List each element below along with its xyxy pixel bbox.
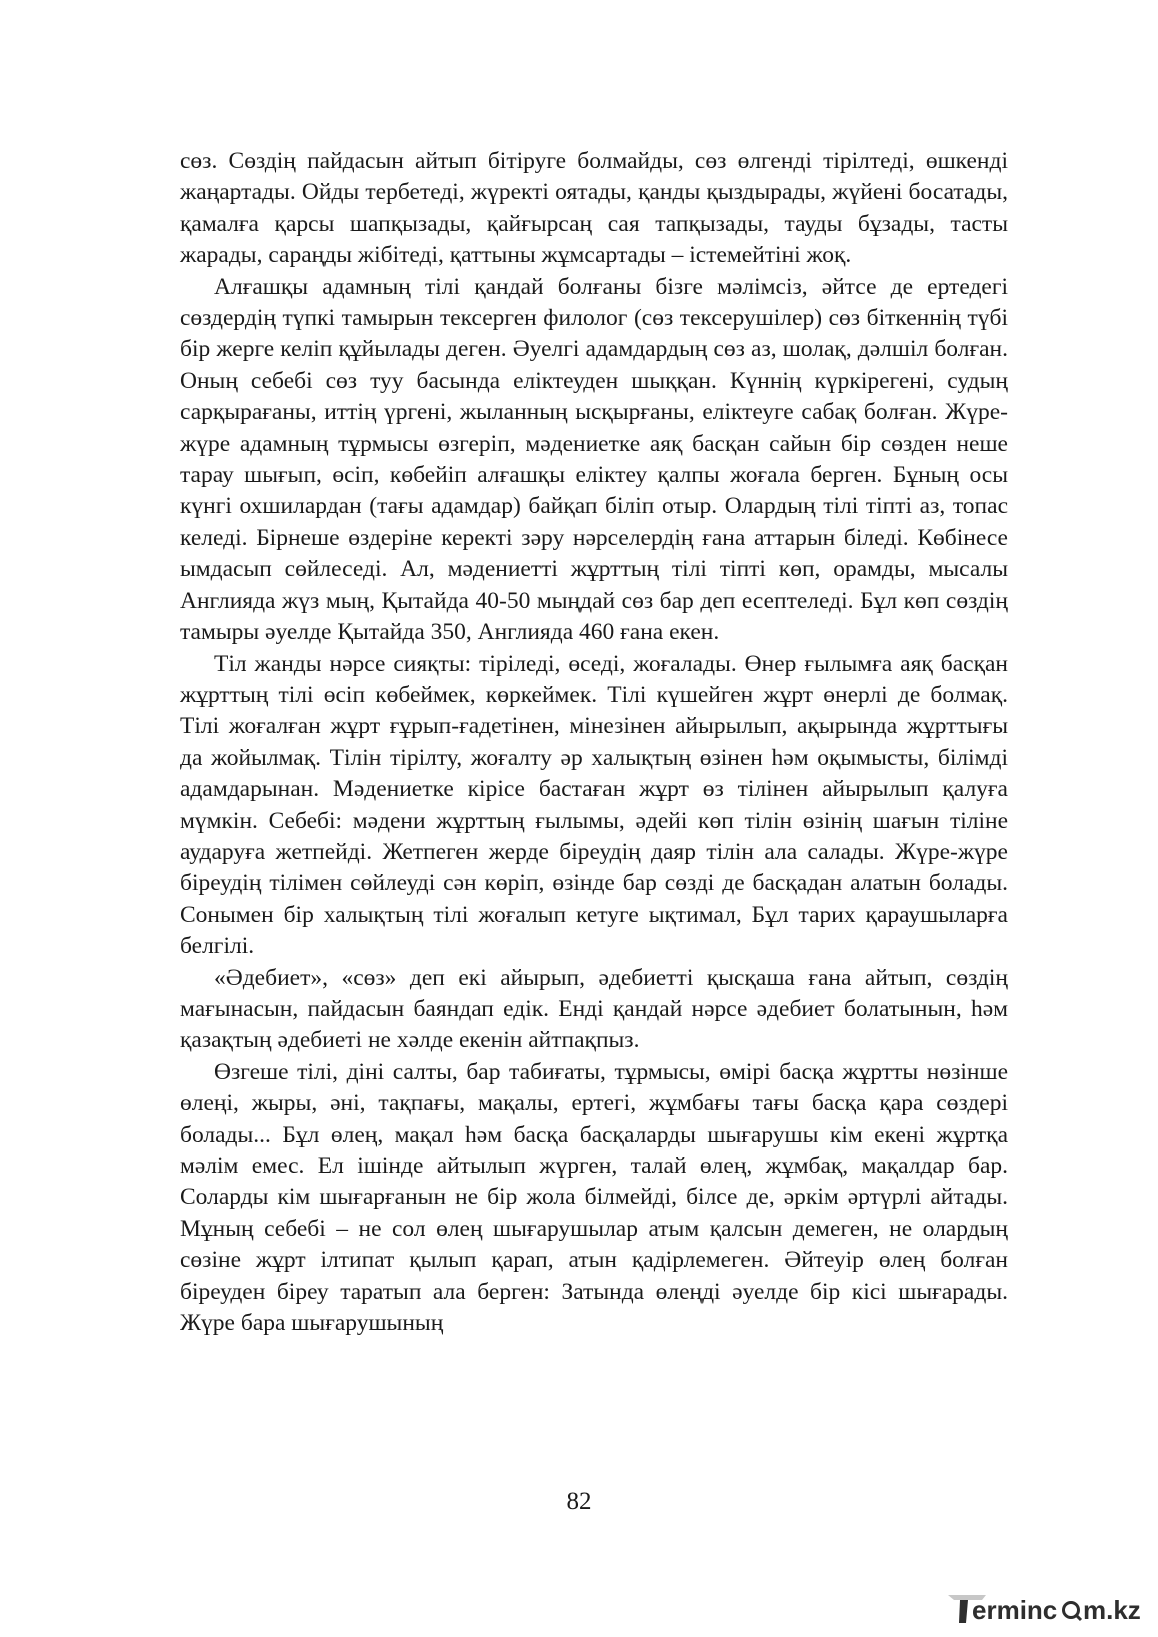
paragraph-1: сөз. Сөздің пайдасын айтып бітіруге болмайды, сөз өлгенді тірілтеді, өшкенді жаңартады. Ойды тербетеді, жүректі оятады, қанды қыздырады, жүйені босатады, қамалға қарсы шапқызады, қайғырсаң сая тапқызады, тауды бұзады, тасты жарады, сараңды жібітеді, қаттыны жұмсартады – істемейтіні жоқ. [180, 148, 1008, 269]
paragraph-4: «Әдебиет», «сөз» деп екі айырып, әдебиетті қысқаша ғана айтып, сөздің мағынасын, пайдасын баяндап едік. Енді қандай нәрсе әдебиет болатынын, һәм қазақтың әдебиеті не хәлде екенін айтпақпыз. [180, 964, 1008, 1054]
paragraph-3: Тіл жанды нәрсе сияқты: тіріледі, өседі, жоғалады. Өнер ғылымға аяқ басқан жұрттың тілі өсіп көбеймек, көркеймек. Тілі күшейген жұрт өнерлі де болмақ. Тілі жоғалған жұрт ғұрып-ғадетінен, мінезінен айырылып, ақырында жұрттығы да жойылмақ. Тілін тірілту, жоғалту әр халықтың өзінен һәм оқымысты, білімді адамдарынан. Мәдениетке кірісе бастаған жұрт өз тілінен айырылып қалуға мүмкін. Себебі: мәдени жұрттың ғылымы, әдейі көп тілін өзінің шағын тіліне аударуға жетпейді. Жетпеген жерде біреудің даяр тілін ала салады. Жүре-жүре біреудің тілімен сөйлеуді сән көріп, өзінде бар сөзді де басқадан алатын болады. Сонымен бір халықтың тілі жоғалып кетуге ықтимал, Бұл тарих қараушыларға белгілі. [180, 650, 1008, 960]
page-body [180, 146, 1008, 1339]
paragraph-5: Өзгеше тілі, діні салты, бар табиғаты, тұрмысы, өмірі басқа жұртты нөзінше өлеңі, жыры, әні, тақпағы, мақалы, ертегі, жұмбағы тағы басқа қара сөздері болады... Бұл өлең, мақал һәм басқа басқаларды шығарушы кім екені жұртқа мәлім емес. Ел ішінде айтылып жүрген, талай өлең, жұмбақ, мақалдар бар. Соларды кім шығарғанын не бір жола білмейді, білсе де, әркім әртүрлі айтады. Мұның себебі – не сол өлең шығарушылар атым қалсын демеген, не олардың сөзіне жұрт ілтипат қылып қарап, атын қадірлемеген. Әйтеуір өлең болған біреуден біреу таратып ала берген: Затында өлеңді әуелде бір кісі шығарады. Жүре бара шығарушының [180, 1058, 1008, 1337]
svg-text:m.kz: m.kz [1083, 1595, 1141, 1625]
svg-text:erminc: erminc [972, 1595, 1058, 1625]
watermark-logo-graphic [946, 1587, 1146, 1627]
termincom-watermark-logo [946, 1587, 1146, 1627]
paragraph-2: Алғашқы адамның тілі қандай болғаны бізге мәлімсіз, әйтсе де ертедегі сөздердің түпкі тамырын тексерген филолог (сөз тексерушілер) сөз біткеннің түбі бір жерге келіп құйылады деген. Әуелгі адамдардың сөз аз, шолақ, дәлшіл болған. Оның себебі сөз туу басында еліктеуден шыққан. Күннің күркірегені, судың сарқырағаны, иттің үргені, жыланның ысқырғаны, еліктеуге сабақ болған. Жүре-жүре адамның тұрмысы өзгеріп, мәдениетке аяқ басқан сайын бір сөзден неше тарау шығып, өсіп, көбейіп алғашқы еліктеу қалпы жоғала берген. Бұның осы күнгі охшилардан (тағы адамдар) байқап біліп отыр. Олардың тілі тіпті аз, топас келеді. Бірнеше өздеріне керекті зәру нәрселердің ғана аттарын біледі. Көбінесе ымдасып сөйлеседі. Ал, мәдениетті жұрттың тілі тіпті көп, орамды, мысалы Англияда жүз мың, Қытайда 40-50 мыңдай сөз бар деп есептеледі. Бұл көп сөздің тамыры әуелде Қытайда 350, Англияда 460 ғана екен. [180, 273, 1008, 646]
page-number: 82 [566, 1488, 592, 1515]
